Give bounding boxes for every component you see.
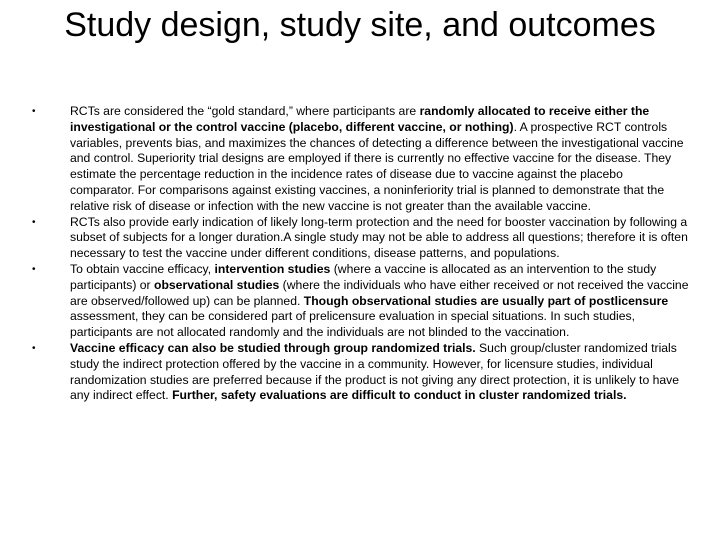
text-segment: assessment, they can be considered part of prelicensure evaluation in special situations. In such studies, participants are not allocated randomly and the individuals are not blinded to the vaccination. [70, 309, 636, 340]
text-segment-bold: randomly allocated to receive either the investigational or the control vaccine (placebo, different vaccine, or nothing) [70, 104, 650, 134]
bullet-item [30, 215, 690, 262]
bullet-list [30, 104, 690, 404]
text-segment: Such group/cluster randomized trials study the indirect protection offered by the vaccine in a community. However, for licensure studies, individual randomization studies are preferred because if the product is not giving any direct protection, it is unlikely to have any indirect effect. [70, 340, 680, 403]
bullet-text [70, 262, 688, 339]
bullet-dot-icon: • [32, 263, 36, 275]
text-segment: RCTs are considered the “gold standard,” where participants are [70, 104, 420, 118]
bullet-item [30, 262, 690, 341]
text-segment: (where the individuals who have either received or not received the vaccine are observed/followed up) can be planned. [70, 277, 689, 308]
text-segment-bold: intervention studies [214, 261, 331, 276]
bullet-dot-icon: • [32, 216, 36, 228]
bullet-text [70, 341, 679, 402]
text-segment: . A prospective RCT controls variables, prevents bias, and maximizes the chances of detecting a difference between the investigational vaccine and control. Superiority trial designs are employed if there is currently no effective vaccine for the disease. They estimate the percentage reduction in the incidence rates of disease due to vaccine against the placebo comparator. For comparisons against existing vaccines, a noninferiority trial is planned to demonstrate that the relative risk of disease or infection with the new vaccine is not greater than the available vaccine. [70, 119, 684, 213]
bullet-item [30, 341, 690, 404]
bullet-dot-icon: • [32, 342, 36, 354]
text-segment-bold: Though observational studies are usually part of postlicensure [303, 293, 669, 308]
text-segment-bold: Further, safety evaluations are difficult to conduct in cluster randomized trials. [172, 388, 627, 403]
text-segment-bold: Vaccine efficacy can also be studied through group randomized trials. [70, 340, 476, 355]
bullet-text [70, 215, 688, 261]
slide-title: Study design, study site, and outcomes [64, 6, 656, 44]
text-segment: To obtain vaccine efficacy, [70, 261, 215, 276]
text-segment: (where a vaccine is allocated as an intervention to the study participants) or [70, 261, 657, 292]
bullet-text [70, 104, 684, 213]
text-segment-bold: observational studies [154, 277, 280, 292]
text-segment: RCTs also provide early indication of likely long-term protection and the need for booster vaccination by following a subset of subjects for a longer duration.A single study may not be able to address all questions; therefore it is often necessary to test the vaccine under different conditions, disease patterns, and populations. [70, 214, 688, 261]
bullet-item [30, 104, 690, 215]
bullet-dot-icon: • [32, 106, 36, 117]
